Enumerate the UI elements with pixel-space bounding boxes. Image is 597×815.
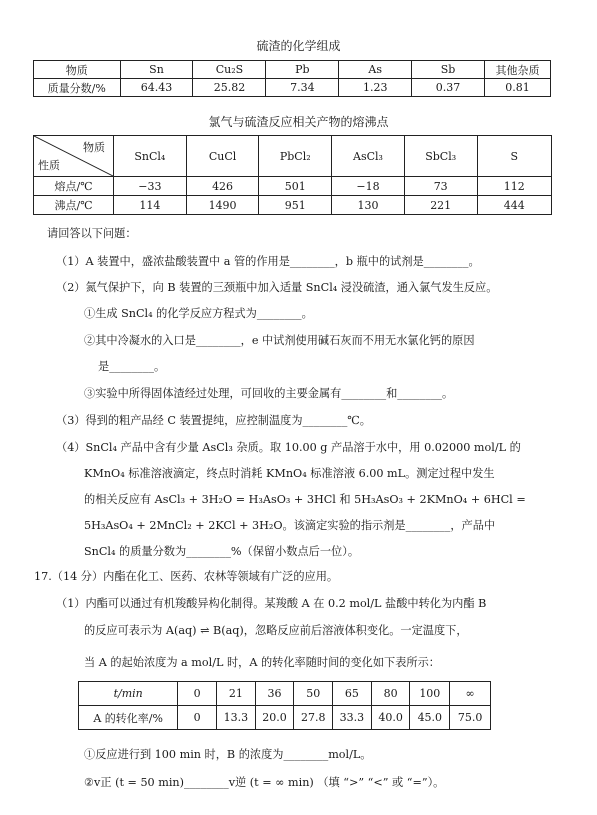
- question-line: ①生成 SnCl₄ 的化学反应方程式为________。: [84, 307, 313, 320]
- table-cell: t/min: [79, 682, 178, 706]
- table-cell: −33: [114, 177, 187, 196]
- table-cell: PbCl₂: [259, 136, 332, 177]
- table-cell: 426: [186, 177, 259, 196]
- table-cell: 221: [404, 196, 477, 215]
- table-header-row: [79, 682, 491, 706]
- table2-caption: 氯气与硫渣反应相关产物的熔沸点: [208, 115, 389, 129]
- question-line: （4）SnCl₄ 产品中含有少量 AsCl₃ 杂质。取 10.00 g 产品溶于水中，用 0.02000 mol/L 的: [56, 441, 521, 454]
- table1-caption: 硫渣的化学组成: [256, 39, 341, 53]
- table-cell: As: [339, 61, 412, 79]
- table-row: [34, 177, 552, 196]
- table-cell: CuCl: [186, 136, 259, 177]
- question-line: ③实验中所得固体渣经过处理，可回收的主要金属有________和________。: [84, 387, 454, 400]
- table-header-row: [34, 61, 551, 79]
- table-cell: 27.8: [294, 706, 333, 730]
- corner-bottom-label: 性质: [38, 159, 60, 172]
- table-cell: 20.0: [255, 706, 294, 730]
- question-line: （1）A 装置中，盛浓盐酸装置中 a 管的作用是________，b 瓶中的试剂是________。: [56, 255, 480, 268]
- table-cell: 50: [294, 682, 333, 706]
- table-cell: 熔点/℃: [34, 177, 114, 196]
- table-cell: SnCl₄: [114, 136, 187, 177]
- table-cell: 0.37: [412, 79, 485, 97]
- corner-top-label: 物质: [83, 141, 105, 154]
- table-cell: 444: [477, 196, 551, 215]
- table-cell: 75.0: [450, 706, 491, 730]
- question-line: 当 A 的起始浓度为 a mol/L 时，A 的转化率随时间的变化如下表所示：: [84, 656, 440, 669]
- table-cell: 物质: [34, 61, 121, 79]
- table-cell: 114: [114, 196, 187, 215]
- diagonal-header-cell: [34, 136, 114, 177]
- table-row: [79, 706, 491, 730]
- table-cell: S: [477, 136, 551, 177]
- table-header-row: [34, 136, 552, 177]
- question-line: 是________。: [98, 360, 166, 373]
- table-cell: 501: [259, 177, 332, 196]
- question-line: SnCl₄ 的质量分数为________%（保留小数点后一位）。: [84, 545, 360, 558]
- table-cell: 13.3: [217, 706, 256, 730]
- table-cell: Sn: [120, 61, 193, 79]
- question-line: KMnO₄ 标准溶液滴定，终点时消耗 KMnO₄ 标准溶液 6.00 mL。测定过程中发生: [84, 467, 495, 480]
- table-cell: 1.23: [339, 79, 412, 97]
- table-cell: 质量分数/%: [34, 79, 121, 97]
- table-cell: SbCl₃: [404, 136, 477, 177]
- table-cell: 0: [178, 682, 217, 706]
- table-cell: 0.81: [484, 79, 550, 97]
- table-cell: 951: [259, 196, 332, 215]
- question-line: 5H₃AsO₄ + 2MnCl₂ + 2KCl + 3H₂O。该滴定实验的指示剂是________，产品中: [84, 519, 496, 532]
- question-line: 17.（14 分）内酯在化工、医药、农林等领域有广泛的应用。: [34, 570, 339, 583]
- table-cell: 36: [255, 682, 294, 706]
- table-cell: 73: [404, 177, 477, 196]
- table-cell: 100: [410, 682, 450, 706]
- table-cell: A 的转化率/%: [79, 706, 178, 730]
- question-line: （3）得到的粗产品经 C 装置提纯，应控制温度为________℃。: [56, 414, 371, 427]
- table-cell: 64.43: [120, 79, 193, 97]
- table-cell: 沸点/℃: [34, 196, 114, 215]
- table-cell: 80: [371, 682, 410, 706]
- table-cell: Sb: [412, 61, 485, 79]
- table-cell: 1490: [186, 196, 259, 215]
- table-cell: 21: [217, 682, 256, 706]
- table-row: [34, 79, 551, 97]
- table-cell: 25.82: [193, 79, 266, 97]
- table-cell: 65: [333, 682, 372, 706]
- table-cell: 40.0: [371, 706, 410, 730]
- table-cell: AsCl₃: [332, 136, 405, 177]
- question-line: 的相关反应有 AsCl₃ + 3H₂O = H₃AsO₃ + 3HCl 和 5H₃AsO₃ + 2KMnO₄ + 6HCl =: [84, 493, 526, 506]
- table-cell: 7.34: [266, 79, 339, 97]
- composition-table: [33, 60, 551, 97]
- question-line: （1）内酯可以通过有机羧酸异构化制得。某羧酸 A 在 0.2 mol/L 盐酸中转化为内酯 B: [56, 597, 487, 610]
- melting-boiling-table: [33, 135, 552, 215]
- question-line: （2）氮气保护下，向 B 装置的三颈瓶中加入适量 SnCl₄ 浸没硫渣，通入氯气发生反应。: [56, 281, 498, 294]
- question-line: 的反应可表示为 A(aq) ⇌ B(aq)，忽略反应前后溶液体积变化。一定温度下，: [84, 624, 468, 637]
- intro-text: 请回答以下问题：: [47, 227, 137, 240]
- table-row: [34, 196, 552, 215]
- table-cell: 其他杂质: [484, 61, 550, 79]
- table-cell: ∞: [450, 682, 491, 706]
- question-line: ①反应进行到 100 min 时，B 的浓度为________mol/L。: [84, 748, 372, 761]
- question-line: ②其中冷凝水的入口是________，e 中试剂使用碱石灰而不用无水氯化钙的原因: [84, 334, 475, 347]
- question-line: ②v正 (t = 50 min)________v逆 (t = ∞ min) （填 “>” “<” 或 “=”）。: [84, 776, 445, 789]
- table-cell: −18: [332, 177, 405, 196]
- table-cell: Pb: [266, 61, 339, 79]
- conversion-rate-table: [78, 681, 491, 730]
- table-cell: Cu₂S: [193, 61, 266, 79]
- table-cell: 33.3: [333, 706, 372, 730]
- table-cell: 112: [477, 177, 551, 196]
- table-cell: 130: [332, 196, 405, 215]
- table-cell: 0: [178, 706, 217, 730]
- table-cell: 45.0: [410, 706, 450, 730]
